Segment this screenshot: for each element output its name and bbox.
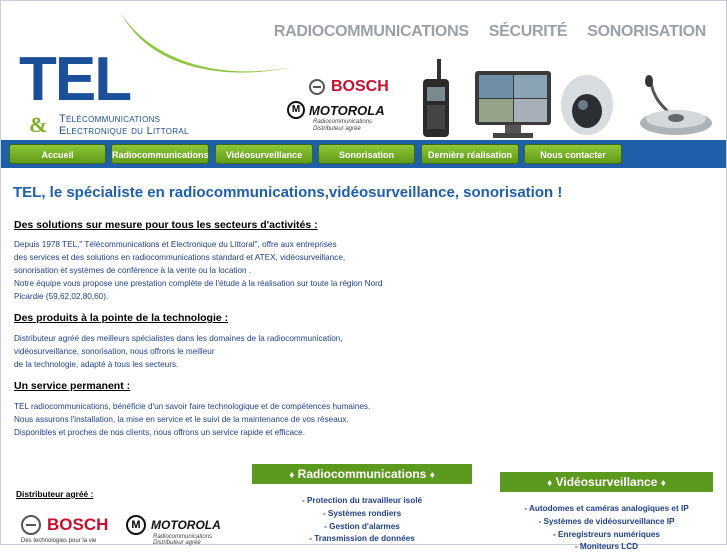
bosch-logo-icon [21,515,41,535]
section-title-solutions: Des solutions sur mesure pour tous les secteurs d'activités : [14,219,318,231]
nav-derniere-realisation[interactable]: Dernière réalisation [421,144,519,164]
logo-line-1: Télécommunications [59,113,161,125]
page-title: TEL, le spécialiste en radiocommunications,vidéosurveillance, sonorisation ! [13,184,563,201]
motorola-label: MOTOROLA [309,102,385,118]
motorola-sub-1: Radiocommunications [153,534,213,540]
section-text-produits [14,333,343,372]
diamond-icon: ♦ [660,478,666,489]
top-nav-sonorisation[interactable]: SONORISATION [587,23,706,40]
list-item[interactable]: - Systèmes rondiers [322,508,402,518]
motorola-brand [287,101,385,133]
motorola-sub-2: Distributeur agréé [153,540,201,546]
text-line: TEL radiocommunications, bénéficie d'un savoir faire technologique et de compétences humaines. [14,402,371,411]
list-item[interactable]: - Autodomes et caméras analogiques et IP [524,504,689,513]
top-nav-radiocommunications[interactable]: RADIOCOMMUNICATIONS [273,23,469,40]
bottom-bosch-logo[interactable] [21,515,108,535]
diamond-icon: ♦ [429,470,435,481]
text-line: Notre équipe vous propose une prestation complète de l'étude à la réalisation sur toute la région Nord [14,278,383,288]
conference-microphone-image [621,73,726,139]
diamond-icon: ♦ [547,478,553,489]
logo-text[interactable]: TEL [19,45,131,114]
radiocommunications-box-title: Radiocommunications [297,467,427,481]
list-item[interactable]: - Protection du travailleur isolé [301,496,423,505]
section-text-solutions [14,239,382,304]
nav-sonorisation[interactable]: Sonorisation [318,144,415,164]
bosch-logo-icon [309,79,325,95]
nav-nous-contacter[interactable]: Nous contacter [524,144,622,164]
text-line: Disponibles et proches de nos clients, nous offrons un service rapide et efficace. [14,427,305,437]
nav-videosurveillance[interactable]: Vidéosurveillance [215,144,313,164]
nav-accueil[interactable]: Accueil [9,144,106,164]
list-item[interactable]: - Transmission de données [309,534,415,544]
motorola-logo-icon: M [126,515,146,535]
logo-line-2: Electronique du Littoral [59,125,189,137]
monitor-image [471,69,555,141]
bosch-label: BOSCH [47,515,109,534]
radio-handset-image [415,59,455,139]
section-text-service [14,401,370,440]
top-nav-securite[interactable]: SÉCURITÉ [488,23,568,40]
list-item[interactable]: - Systèmes de vidéosurveillance IP [538,516,675,526]
videosurveillance-box-title: Vidéosurveillance [555,475,658,489]
top-category-nav [274,23,706,41]
text-line: vidéosurveillance, sonorisation, nous offrons le meilleur [14,346,215,356]
bottom-motorola-logo[interactable] [126,515,221,535]
text-line: Depuis 1978 TEL," Télécommunications et Electronique du Littoral", offre aux entreprises [14,240,337,249]
main-nav-bar [1,140,726,168]
dome-camera-image [556,67,618,139]
motorola-label: MOTOROLA [151,518,221,532]
text-line: sonorisation et systèmes de conférence à la vente ou la location . [14,265,252,275]
list-item[interactable]: - Gestion d'alarmes [324,521,400,531]
logo-ampersand: & [29,112,48,137]
list-item[interactable]: - Enregistreurs numériques [553,529,660,539]
site-header [1,1,726,141]
section-title-produits: Des produits à la pointe de la technologie : [14,312,229,324]
text-line: Distributeur agréé des meilleurs spécialistes dans les domaines de la radiocommunication, [14,334,343,343]
radiocommunications-list [252,495,472,546]
text-line: Nous assurons l'installation, la mise en service et le suivi de la maintenance de vos réseaux. [14,414,349,424]
list-item[interactable]: - Moniteurs LCD [574,542,639,552]
videosurveillance-list [500,503,713,554]
motorola-sub [153,534,212,546]
bosch-brand [309,78,389,96]
distributor-label: Distributeur agréé : [16,489,94,499]
section-title-service: Un service permanent : [14,380,131,392]
bosch-tagline: Des technologies pour la vie [21,538,97,544]
radiocommunications-box[interactable] [252,464,472,484]
text-line: de la technologie, adapté à tous les secteurs. [14,359,179,369]
text-line: Picardie (59,62,02,80,60). [14,291,109,301]
motorola-sub-2: Distributeur agréé [313,126,361,132]
videosurveillance-box[interactable] [500,472,713,492]
motorola-logo-icon: M [287,101,305,119]
motorola-sub-1: Radiocommunications [313,119,373,125]
bosch-label: BOSCH [331,78,389,95]
nav-radiocommunications[interactable]: Radiocommunications [111,144,209,164]
text-line: des services et des solutions en radiocommunications standard et ATEX, vidéosurveillance, [14,252,346,262]
diamond-icon: ♦ [289,470,295,481]
